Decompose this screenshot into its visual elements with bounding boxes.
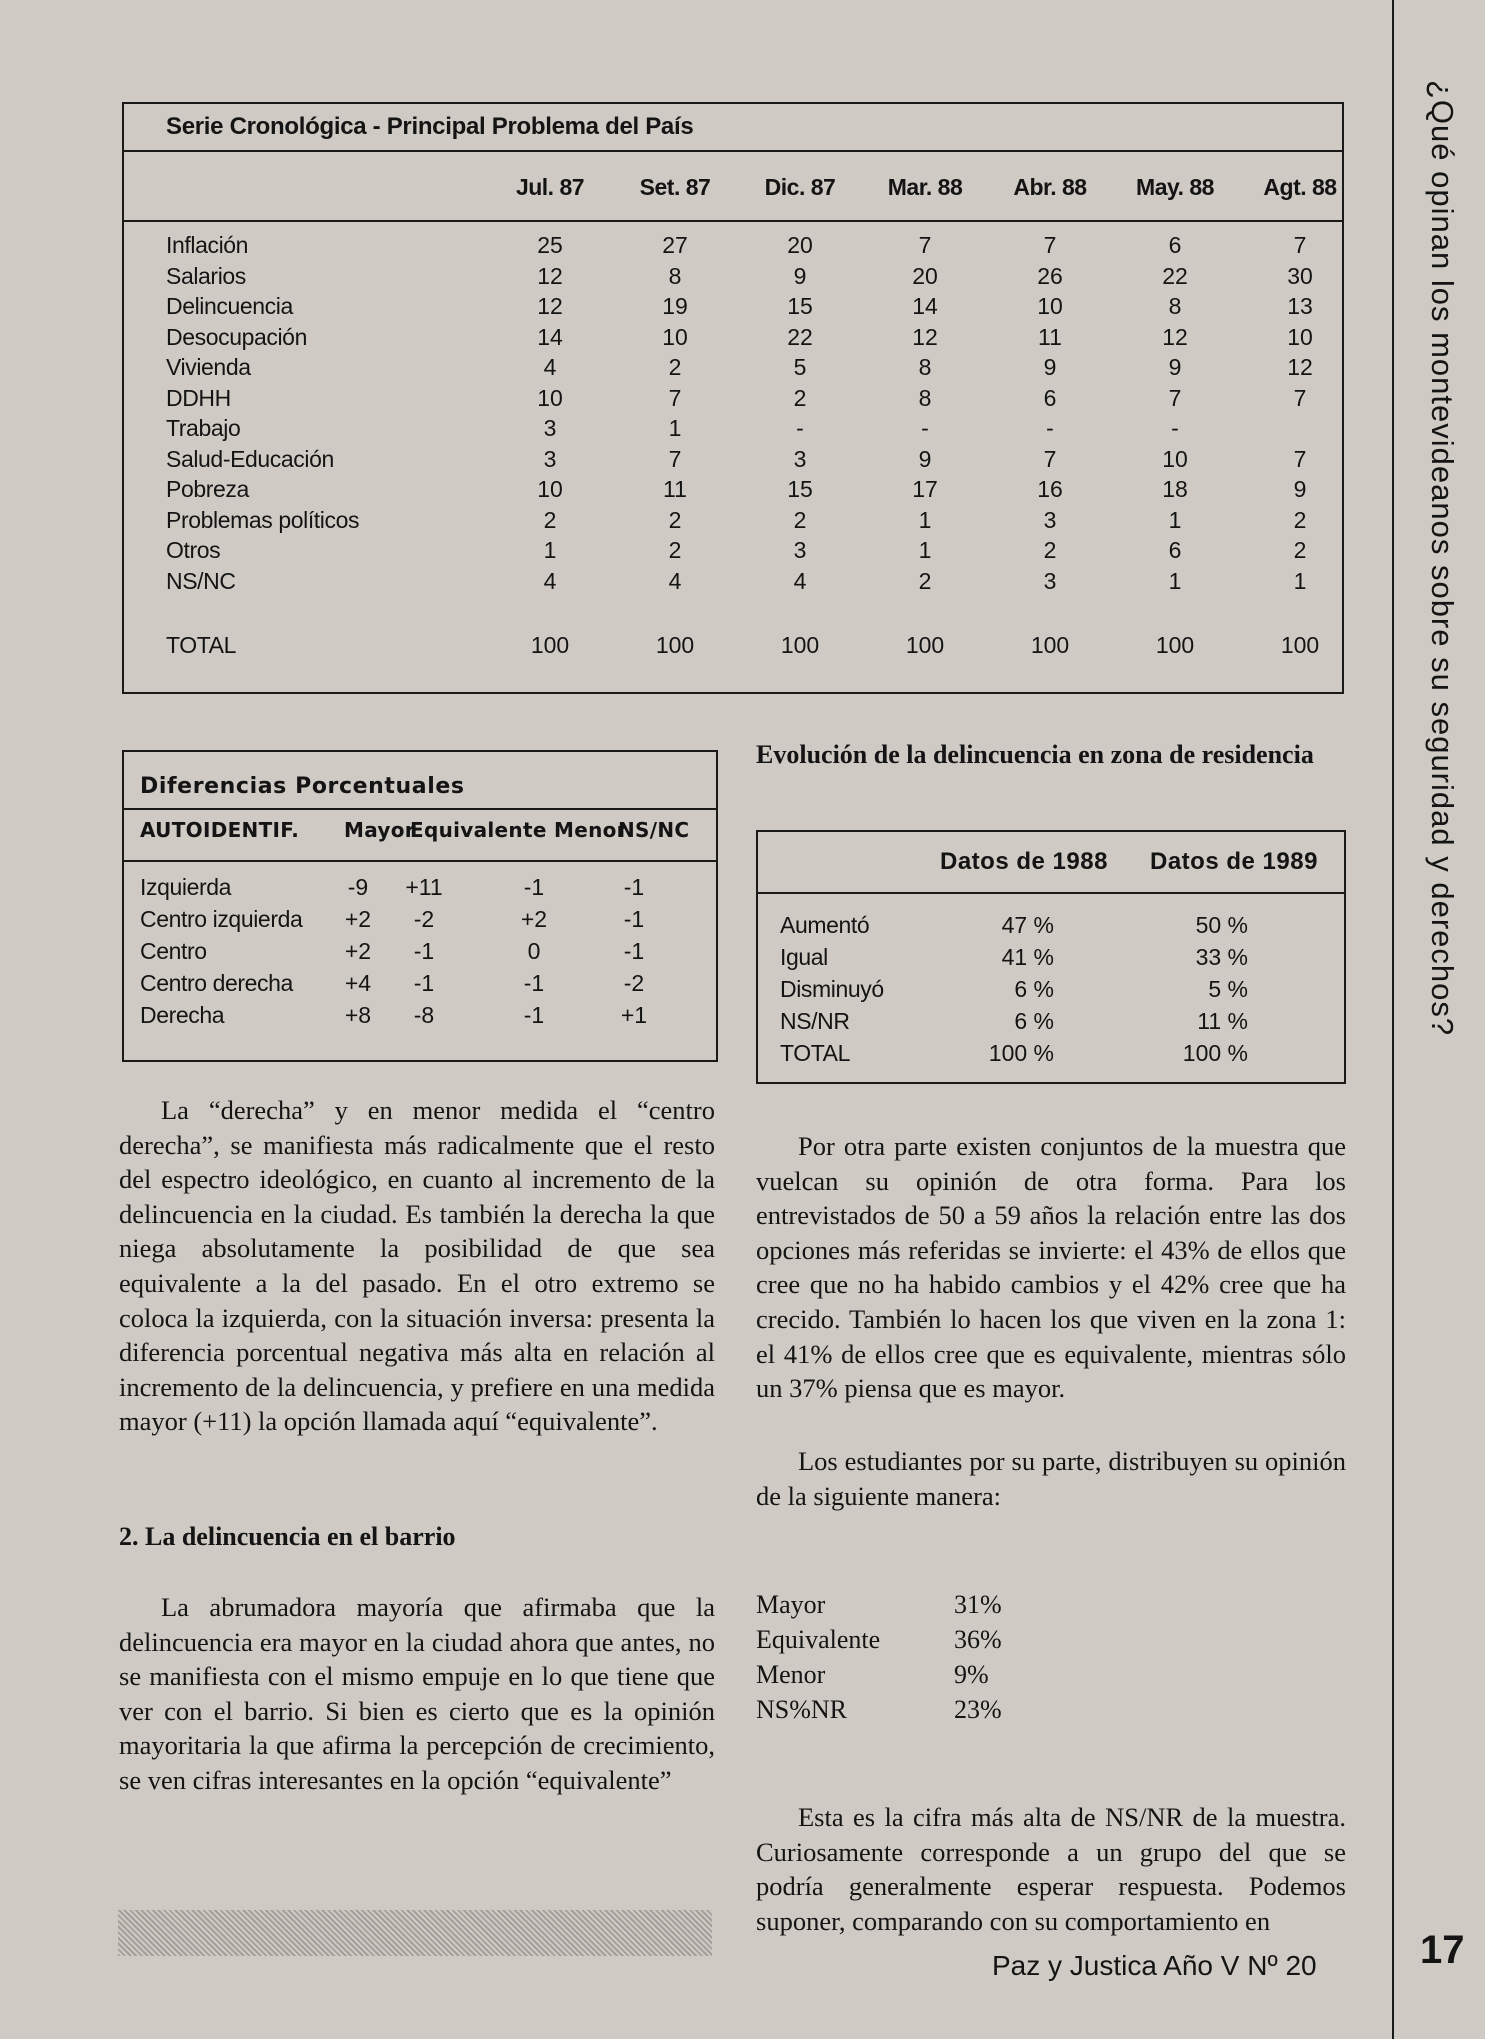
row-label: Disminuyó [780, 976, 884, 1002]
table-cell: 1 [668, 415, 682, 441]
table-cell: 8 [1168, 293, 1182, 319]
table-cell: 22 [1162, 262, 1188, 289]
table-cell: 12 [537, 293, 563, 319]
table-cell: 22 [787, 323, 813, 350]
table-cell: 33 % [1195, 944, 1248, 970]
page-number: 17 [1420, 1928, 1465, 1972]
table-cell: 14 [537, 323, 563, 350]
row-label: Vivienda [166, 354, 251, 380]
table-cell: 14 [912, 293, 938, 319]
stat-label: NS%NR [756, 1695, 848, 1724]
column-header: Dic. 87 [764, 174, 836, 200]
table-cell: 6 [1043, 384, 1057, 411]
table-cell: 100 % [1182, 1040, 1248, 1066]
table-cell: 10 [1162, 445, 1188, 472]
divider [124, 860, 716, 862]
table-cell: 47 % [1001, 912, 1054, 938]
row-label: Derecha [140, 1002, 225, 1028]
row-label: Otros [166, 537, 221, 563]
table-cell: -1 [523, 874, 545, 900]
total-cell: 100 [780, 632, 820, 658]
table-cell: 12 [912, 323, 938, 350]
table-cell: -1 [623, 874, 645, 900]
table-cell: 15 [787, 293, 813, 319]
table-cell: 6 [1168, 232, 1182, 258]
total-cell: 100 [1030, 632, 1070, 658]
left-paragraph-2: La abrumadora mayoría que afirmaba que la delincuencia era mayor en la ciudad ahora que antes, no se manifiesta con el mismo empuje en lo que tiene que ver con el barrio. Si bien es cierto que es la opinión mayoritaria la que afirma la percepción de crecimiento, se ven cifras interesantes en la opción “equivalente” [119, 1592, 715, 1795]
table-cell: 5 [793, 354, 807, 380]
table-cell: 11 [1038, 323, 1062, 350]
side-title: ¿Qué opinan los montevideanos sobre su seguridad y derechos? [1425, 80, 1460, 1037]
row-label: Centro [140, 938, 207, 964]
shaded-band [118, 1910, 712, 1956]
column-header: Datos de 1988 [940, 848, 1108, 875]
table-title: Serie Cronológica - Principal Problema del País [166, 113, 694, 140]
table-cell: 1 [1168, 567, 1182, 594]
row-label: Delincuencia [166, 293, 293, 319]
right-paragraph-3: Esta es la cifra más alta de NS/NR de la muestra. Curiosamente corresponde a un grupo del que se podría generalmente esperar respuesta. Podemos suponer, comparando con su comportamiento en [756, 1802, 1346, 1936]
total-label: TOTAL [166, 632, 236, 658]
table-cell: 27 [662, 232, 688, 258]
table-cell: -8 [413, 1002, 435, 1028]
table-cell: 8 [918, 354, 932, 380]
table-cell: 1 [1168, 506, 1182, 533]
stat-value: 9% [954, 1660, 989, 1689]
table-cell: +2 [344, 906, 372, 932]
table-cell: +2 [344, 938, 372, 964]
table-cell: 7 [668, 384, 682, 411]
column-header: Abr. 88 [1013, 174, 1087, 200]
stat-label: Equivalente [756, 1625, 881, 1654]
row-label: Centro derecha [140, 970, 293, 996]
table-cell: 9 [793, 262, 807, 289]
left-paragraph-1: La “derecha” y en menor medida el “centro derecha”, se manifiesta más radicalmente que el resto del espectro ideológico, en cuanto al incremento de la delincuencia en la ciudad. Es también la derecha la que niega absolutamente la posibilidad de que sea equivalente a la del pasado. En el otro extremo se coloca la izquierda, con la situación inversa: presenta la diferencia porcentual negativa más alta en relación al incremento de la delincuencia, y prefiere en una medida mayor (+11) la opción llamada aquí “equivalente”. [119, 1095, 715, 1437]
table-cell: 8 [668, 262, 682, 289]
student-stats [756, 1590, 1076, 1740]
total-cell: 100 [1155, 632, 1195, 658]
table-title: Diferencias Porcentuales [140, 774, 465, 799]
table-cell: +2 [520, 906, 548, 932]
table-cell: 11 [663, 476, 687, 502]
table-cell: 100 % [988, 1040, 1054, 1066]
stat-value: 23% [954, 1695, 1002, 1724]
column-header: Mayor [344, 818, 415, 842]
table-cell: -1 [523, 970, 545, 996]
footer: Paz y Justica Año V Nº 20 [992, 1950, 1317, 1981]
table-cell: 1 [543, 537, 557, 563]
table-cell: 18 [1162, 476, 1188, 502]
table-cell: 20 [787, 232, 813, 258]
row-label: Izquierda [140, 874, 232, 900]
column-header: NS/NC [618, 818, 690, 842]
right-paragraph-1: Por otra parte existen conjuntos de la muestra que vuelcan su opinión de otra forma. Para los entrevistados de 50 a 59 años la relación entre las dos opciones más referidas se invierte: el 43% de ellos que cree que no ha habido cambios y el 42% cree que ha crecido. También lo hacen los que viven en la zona 1: el 41% de ellos cree que es equivalente, mientras sólo un 37% piensa que es mayor. [756, 1131, 1346, 1404]
table-cell: 1 [918, 537, 932, 563]
row-label: Inflación [166, 232, 249, 258]
table-cell: 7 [1043, 445, 1057, 472]
table-cell: 16 [1037, 476, 1063, 502]
total-cell: 100 [530, 632, 570, 658]
table-cell: 3 [543, 445, 557, 472]
column-header: Set. 87 [639, 174, 711, 200]
row-label: Salarios [166, 262, 246, 289]
table-cell: 20 [912, 262, 938, 289]
row-label: Centro izquierda [140, 906, 303, 932]
table-cell: 3 [793, 537, 807, 563]
table-cell: -2 [623, 970, 645, 996]
table-cell: -1 [623, 906, 645, 932]
column-header: May. 88 [1136, 174, 1214, 200]
total-cell: 100 [1280, 632, 1320, 658]
table-cell: 17 [912, 476, 938, 502]
table-cell: 3 [1043, 567, 1057, 594]
total-cell: 100 [905, 632, 945, 658]
table-cell: 3 [543, 415, 557, 441]
table-cell: +4 [344, 970, 372, 996]
table-cell: -1 [413, 970, 435, 996]
table-cell: 9 [1293, 476, 1307, 502]
table-cell: 8 [918, 384, 932, 411]
table-cell: 7 [668, 445, 682, 472]
table-cell: 2 [793, 384, 807, 411]
table-cell: 3 [1043, 506, 1057, 533]
table-cell: 2 [793, 506, 807, 533]
table-cell: +11 [405, 874, 443, 900]
table-cell: 4 [543, 354, 557, 380]
column-header: Mar. 88 [887, 174, 963, 200]
table-cell: 2 [543, 506, 557, 533]
table-cell: 6 [1168, 537, 1182, 563]
table-cell: - [921, 415, 929, 441]
row-label: Salud-Educación [166, 445, 334, 472]
table-cell: -9 [347, 874, 369, 900]
divider [758, 892, 1344, 894]
table-cell: 2 [668, 537, 682, 563]
row-label: Trabajo [166, 415, 241, 441]
table-cell: 10 [1037, 293, 1063, 319]
table-cell: 6 % [1014, 1008, 1054, 1034]
table-cell: 11 % [1197, 1008, 1248, 1034]
table-cell: -2 [413, 906, 435, 932]
table-cell: 6 % [1014, 976, 1054, 1002]
row-label: Aumentó [780, 912, 870, 938]
table-cell: 41 % [1001, 944, 1054, 970]
divider [124, 808, 716, 810]
table-cell: 9 [1043, 354, 1057, 380]
table-cell: 7 [1293, 445, 1307, 472]
row-label: Igual [780, 944, 828, 970]
table-cell: 1 [918, 506, 932, 533]
section-heading: 2. La delincuencia en el barrio [119, 1522, 456, 1551]
table-cell: 7 [1293, 232, 1307, 258]
table-cell: 12 [1287, 354, 1313, 380]
row-label: DDHH [166, 384, 231, 411]
divider [124, 150, 1342, 152]
divider [124, 220, 1342, 222]
column-header: Jul. 87 [515, 174, 585, 200]
stat-value: 36% [954, 1625, 1002, 1654]
table-cell: 19 [662, 293, 688, 319]
table-cell: 7 [1043, 232, 1057, 258]
table-cell: 9 [1168, 354, 1182, 380]
table-cell: 10 [537, 384, 563, 411]
column-header: AUTOIDENTIF. [140, 818, 300, 842]
row-label: NS/NR [780, 1008, 850, 1034]
table-cell: 15 [787, 476, 813, 502]
table-cell: +8 [344, 1002, 372, 1028]
table-cell: 3 [793, 445, 807, 472]
row-label: Pobreza [166, 476, 249, 502]
table-cell: -1 [623, 938, 645, 964]
table-cell: 2 [668, 354, 682, 380]
total-cell: 100 [655, 632, 695, 658]
stat-value: 31% [954, 1590, 1002, 1619]
table-cell: 10 [662, 323, 688, 350]
table-cell: 2 [1293, 506, 1307, 533]
percentage-differences-table [122, 750, 718, 1062]
table-cell: 7 [1293, 384, 1307, 411]
column-header: Datos de 1989 [1150, 848, 1318, 875]
table-cell: -1 [523, 1002, 545, 1028]
right-paragraph-2: Los estudiantes por su parte, distribuyen su opinión de la siguiente manera: [756, 1446, 1346, 1511]
table-cell: 12 [537, 262, 563, 289]
table-cell: 2 [918, 567, 932, 594]
table-cell: 26 [1037, 262, 1063, 289]
table-cell: 13 [1287, 293, 1313, 319]
table-cell: -1 [413, 938, 435, 964]
table-cell: 30 [1287, 262, 1313, 289]
stat-label: Menor [756, 1660, 826, 1689]
table-cell: - [1171, 415, 1179, 441]
table-cell: 12 [1162, 323, 1188, 350]
table-cell: 7 [1168, 384, 1182, 411]
column-header: Menor [554, 818, 627, 842]
table-cell: - [1046, 415, 1054, 441]
table-cell: 2 [1043, 537, 1057, 563]
column-header: Agt. 88 [1263, 174, 1337, 200]
crime-evolution-table [756, 830, 1346, 1084]
stat-label: Mayor [756, 1590, 826, 1619]
table-cell: 50 % [1195, 912, 1248, 938]
row-label: Desocupación [166, 323, 307, 350]
table-cell: +1 [620, 1002, 648, 1028]
row-label: NS/NC [166, 567, 236, 594]
table-cell: - [796, 415, 804, 441]
table-cell: 0 [527, 938, 541, 964]
table-cell: 2 [1293, 537, 1307, 563]
table-cell: 5 % [1208, 976, 1248, 1002]
table-cell: 25 [537, 232, 563, 258]
table-cell: 4 [793, 567, 807, 594]
table-cell: 7 [918, 232, 932, 258]
table-cell: 10 [1287, 323, 1313, 350]
table-cell: 10 [537, 476, 563, 502]
row-label: Problemas políticos [166, 506, 360, 533]
chronological-series-table [122, 102, 1344, 694]
table-cell: 4 [543, 567, 557, 594]
column-header: Equivalente [410, 818, 547, 842]
table-cell: 2 [668, 506, 682, 533]
table-cell: 1 [1293, 567, 1307, 594]
table3-heading: Evolución de la delincuencia en zona de residencia [756, 740, 1314, 769]
row-label: TOTAL [780, 1040, 850, 1066]
table-cell: 4 [668, 567, 682, 594]
vertical-rule [1392, 0, 1394, 2039]
table-cell: 9 [918, 445, 932, 472]
